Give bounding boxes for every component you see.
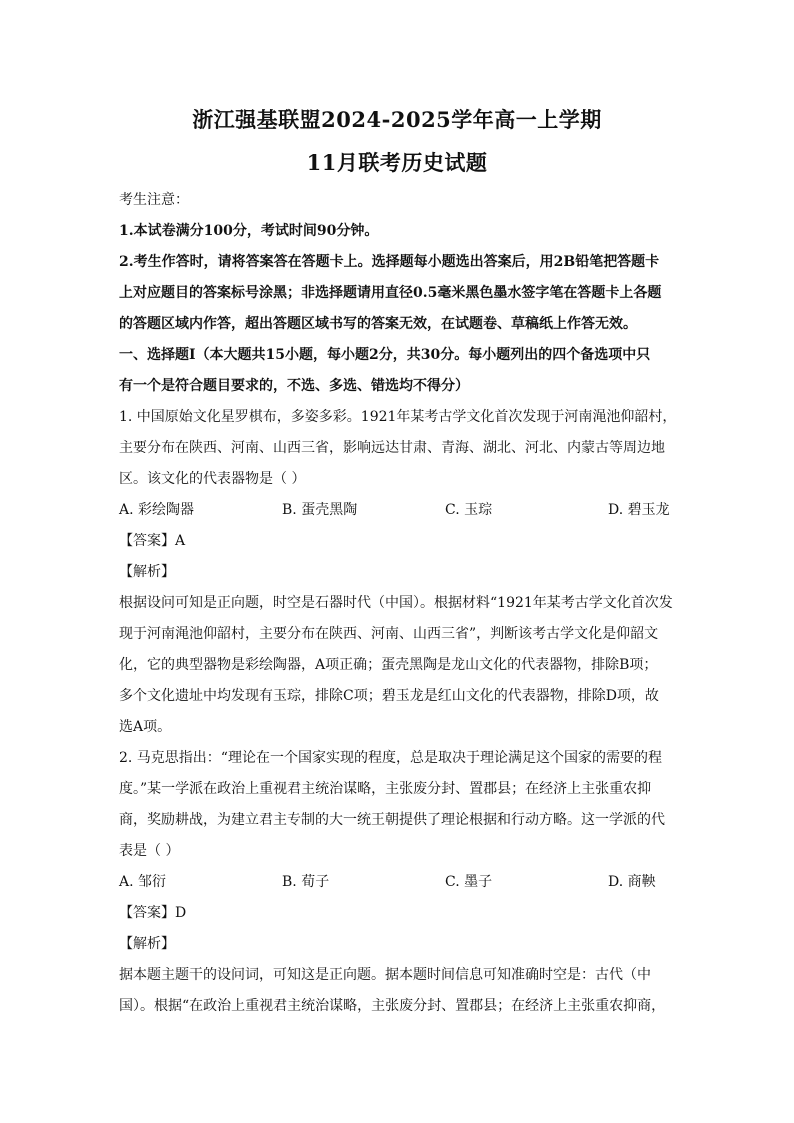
q2-analysis-line-1: 据本题主题干的设问词，可知这是正向题。据本题时间信息可知准确时空是：古代（中 bbox=[119, 967, 651, 983]
q2-option-a: A. 邹衍 bbox=[119, 874, 167, 890]
q2-option-d: D. 商鞅 bbox=[608, 874, 656, 890]
q2-analysis-line-2: 国）。根据“在政治上重视君主统治谋略，主张废分封、置郡县；在经济上主张重农抑商， bbox=[119, 998, 666, 1014]
q1-stem-line-3: 区。该文化的代表器物是（ ） bbox=[119, 471, 306, 487]
q2-option-b: B. 荀子 bbox=[282, 874, 330, 890]
q1-option-b: B. 蛋壳黑陶 bbox=[282, 502, 358, 518]
notice-item-2-line-1: 2.考生作答时，请将答案答在答题卡上。选择题每小题选出答案后，用2B铅笔把答题卡 bbox=[119, 254, 660, 270]
q2-option-c: C. 墨子 bbox=[445, 874, 493, 890]
q2-stem-line-4: 表是（ ） bbox=[119, 843, 180, 859]
notice-item-1: 1.本试卷满分100分，考试时间90分钟。 bbox=[119, 223, 379, 239]
notice-heading: 考生注意： bbox=[119, 192, 189, 208]
q1-option-c: C. 玉琮 bbox=[445, 502, 493, 518]
q1-analysis-line-3: 化，它的典型器物是彩绘陶器，A项正确；蛋壳黑陶是龙山文化的代表器物，排除B项； bbox=[119, 657, 658, 673]
q1-option-a: A. 彩绘陶器 bbox=[119, 502, 195, 518]
q2-stem-line-2: 度。”某一学派在政治上重视君主统治谋略，主张废分封、置郡县；在经济上主张重农抑 bbox=[119, 781, 652, 797]
q1-stem-line-2: 主要分布在陕西、河南、山西三省，影响远达甘肃、青海、湖北、河北、内蒙古等周边地 bbox=[119, 440, 665, 456]
q1-analysis-line-5: 选A项。 bbox=[119, 719, 172, 735]
q2-stem-line-3: 商，奖励耕战，为建立君主专制的大一统王朝提供了理论根据和行动方略。这一学派的代 bbox=[119, 812, 665, 828]
q1-option-d: D. 碧玉龙 bbox=[608, 502, 670, 518]
q1-analysis-line-2: 现于河南渑池仰韶村，主要分布在陕西、河南、山西三省”，判断该考古学文化是仰韶文 bbox=[119, 626, 659, 642]
section-heading-line-1: 一、选择题Ⅰ（本大题共15小题，每小题2分，共30分。每小题列出的四个备选项中只 bbox=[119, 347, 651, 363]
q2-answer: 【答案】D bbox=[119, 905, 187, 921]
q2-stem-line-1: 2. 马克思指出：“理论在一个国家实现的程度，总是取决于理论满足这个国家的需要的程 bbox=[119, 750, 662, 766]
page-subtitle: 11月联考历史试题 bbox=[306, 150, 488, 175]
q1-analysis-line-1: 根据设问可知是正向题，时空是石器时代（中国）。根据材料“1921年某考古学文化首次发 bbox=[119, 595, 673, 611]
q1-answer: 【答案】A bbox=[119, 533, 186, 549]
page-title: 浙江强基联盟2024-2025学年高一上学期 bbox=[192, 107, 602, 132]
notice-item-2-line-2: 上对应题目的答案标号涂黑；非选择题请用直径0.5毫米黑色墨水签字笔在答题卡上各题 bbox=[119, 285, 662, 301]
section-heading-line-2: 有一个是符合题目要求的，不选、多选、错选均不得分） bbox=[119, 378, 469, 394]
notice-item-2-line-3: 的答题区域内作答，超出答题区域书写的答案无效，在试题卷、草稿纸上作答无效。 bbox=[119, 316, 637, 332]
q1-analysis-line-4: 多个文化遗址中均发现有玉琮，排除C项；碧玉龙是红山文化的代表器物，排除D项，故 bbox=[119, 688, 659, 704]
q2-analysis-label: 【解析】 bbox=[119, 936, 175, 952]
q1-stem-line-1: 1. 中国原始文化星罗棋布，多姿多彩。1921年某考古学文化首次发现于河南渑池仰韶村， bbox=[119, 409, 677, 425]
q1-analysis-label: 【解析】 bbox=[119, 564, 175, 580]
